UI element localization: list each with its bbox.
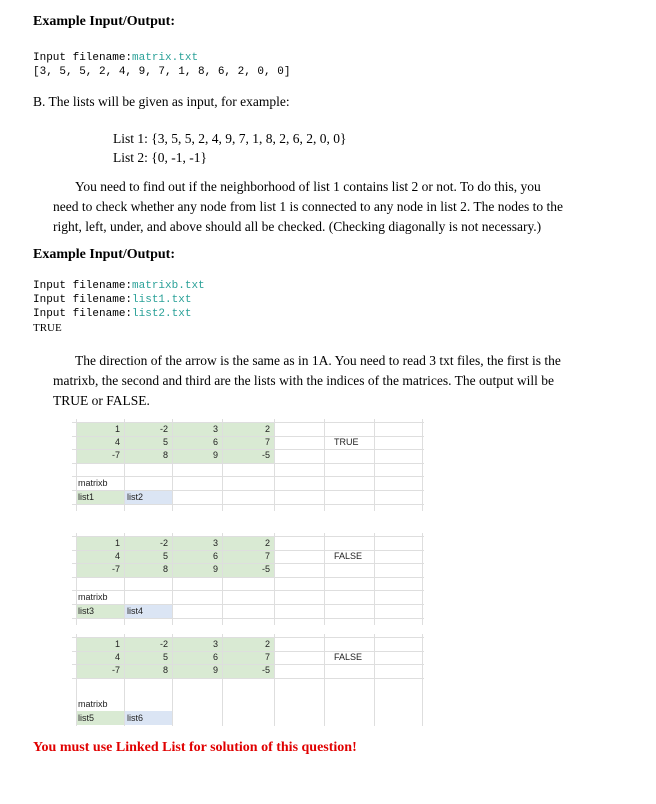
matrix-cell: 8 (162, 665, 168, 675)
matrix-cell: -2 (159, 424, 168, 434)
matrix-cell: -7 (111, 564, 120, 574)
input-filename: matrixb.txt (132, 280, 205, 292)
example2-input-line (33, 279, 205, 293)
example2-input-line (33, 293, 191, 307)
example-heading-1: Example Input/Output: (33, 14, 175, 29)
matrix-cell: 5 (162, 437, 168, 447)
matrix-cell: 6 (212, 652, 218, 662)
matrix-cell: 1 (114, 538, 120, 548)
input-filename: list2.txt (132, 308, 192, 320)
matrix-cell: 9 (212, 450, 218, 460)
matrix-cell: 4 (114, 437, 120, 447)
para2-line: TRUE or FALSE. (53, 393, 150, 408)
matrix-cell: 3 (212, 639, 218, 649)
matrix-cell: -2 (159, 538, 168, 548)
matrix-cell: 5 (162, 652, 168, 662)
matrix-cell: -7 (111, 450, 120, 460)
list-a-label: list5 (78, 713, 95, 723)
list-a-label: list1 (78, 492, 95, 502)
example1-output-line: [3, 5, 5, 2, 4, 9, 7, 1, 8, 6, 2, 0, 0] (33, 66, 291, 78)
section-b-intro: B. The lists will be given as input, for example: (33, 94, 290, 109)
matrix-cell: 7 (264, 551, 270, 561)
input-filename: matrix.txt (132, 52, 199, 64)
list2-text: List 2: {0, -1, -1} (113, 150, 207, 165)
matrix-cell: 2 (264, 538, 270, 548)
matrix-cell: 8 (162, 564, 168, 574)
input-prefix: Input filename: (33, 52, 133, 64)
matrix-cell: 6 (212, 551, 218, 561)
matrix-cell: 8 (162, 450, 168, 460)
matrix-cell: 2 (264, 639, 270, 649)
list-a-label: list3 (78, 606, 95, 616)
paragraph-neighborhood (53, 177, 593, 237)
paragraph-direction (53, 351, 593, 411)
result-cell: FALSE (334, 551, 363, 561)
matrix-cell: 7 (264, 437, 270, 447)
input-prefix: Input filename: (33, 280, 133, 292)
spreadsheet-example-3 (72, 634, 424, 726)
matrix-cell: -5 (261, 564, 270, 574)
example1-input-line (33, 51, 198, 65)
matrix-label: matrixb (78, 592, 108, 602)
para1-line: right, left, under, and above should all be checked. (Checking diagonally is not necessary.) (53, 219, 542, 234)
matrix-label: matrixb (78, 699, 108, 709)
result-cell: FALSE (334, 652, 363, 662)
list-b-label: list6 (127, 713, 144, 723)
para1-line: need to check whether any node from list 1 is connected to any node in list 2. The nodes to the (53, 199, 563, 214)
matrix-cell: 9 (212, 665, 218, 675)
matrix-cell: 4 (114, 551, 120, 561)
matrix-cell: 9 (212, 564, 218, 574)
input-prefix: Input filename: (33, 308, 133, 320)
result-cell: TRUE (334, 437, 359, 447)
list1-text: List 1: {3, 5, 5, 2, 4, 9, 7, 1, 8, 2, 6, 2, 0, 0} (113, 131, 347, 146)
matrix-cell: 6 (212, 437, 218, 447)
para2-line: The direction of the arrow is the same as in 1A. You need to read 3 txt files, the first is the (75, 353, 561, 368)
linked-list-requirement-note: You must use Linked List for solution of this question! (33, 740, 357, 755)
matrix-label: matrixb (78, 478, 108, 488)
example2-result: TRUE (33, 322, 62, 334)
para2-line: matrixb, the second and third are the lists with the indices of the matrices. The output will be (53, 373, 555, 388)
list-b-label: list4 (127, 606, 144, 616)
matrix-cell: -5 (261, 450, 270, 460)
matrix-cell: 5 (162, 551, 168, 561)
matrix-cell: 2 (264, 424, 270, 434)
spreadsheet-example-2 (72, 533, 424, 625)
matrix-cell: 7 (264, 652, 270, 662)
input-filename: list1.txt (132, 294, 192, 306)
matrix-cell: -5 (261, 665, 270, 675)
para1-line: You need to find out if the neighborhood of list 1 contains list 2 or not. To do this, you (75, 179, 541, 194)
matrix-cell: -2 (159, 639, 168, 649)
example-heading-2: Example Input/Output: (33, 247, 175, 262)
matrix-cell: -7 (111, 665, 120, 675)
matrix-cell: 1 (114, 424, 120, 434)
matrix-cell: 4 (114, 652, 120, 662)
matrix-cell: 1 (114, 639, 120, 649)
input-prefix: Input filename: (33, 294, 133, 306)
spreadsheet-example-1 (72, 419, 424, 511)
matrix-cell: 3 (212, 538, 218, 548)
list-b-label: list2 (127, 492, 144, 502)
matrix-cell: 3 (212, 424, 218, 434)
example2-input-line (33, 307, 191, 321)
